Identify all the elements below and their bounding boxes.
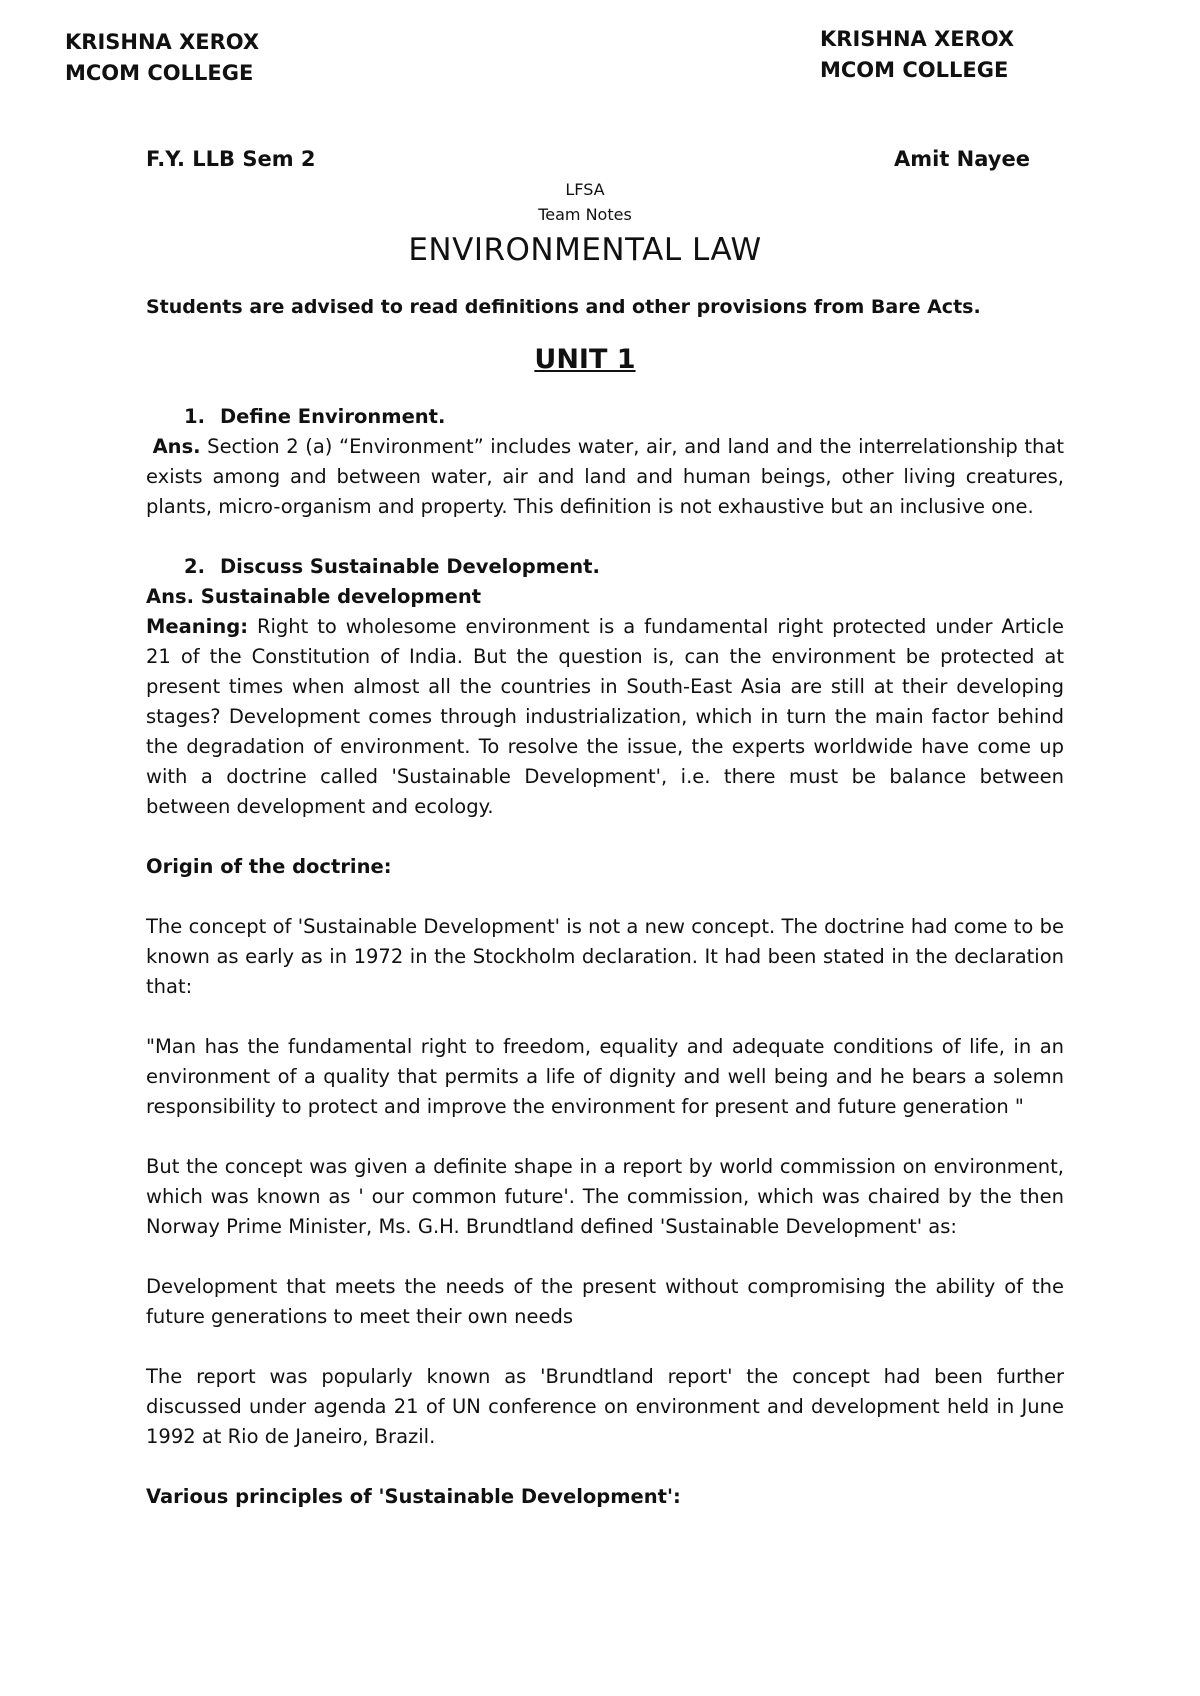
header-left-line1: KRISHNA XEROX [65, 30, 260, 54]
advice-note: Students are advised to read definitions and other provisions from Bare Acts. [146, 296, 981, 318]
meaning-label: Meaning: [146, 615, 248, 638]
course-label: F.Y. LLB Sem 2 [146, 147, 316, 171]
origin-heading: Origin of the doctrine: [146, 855, 392, 878]
unit-heading: UNIT 1 [534, 344, 636, 375]
question-2 [146, 552, 1064, 582]
answer-1-text: Section 2 (a) “Environment” includes water, air, and land and the interrelationship that exists among and between water, air and land and human beings, other living creatures, plants, micro-organism and property. This definition is not exhaustive but an inclusive one. [146, 435, 1064, 518]
answer-2-heading: Ans. Sustainable development [146, 585, 482, 608]
header-right-line2: MCOM COLLEGE [820, 58, 1009, 82]
principles-heading: Various principles of 'Sustainable Development': [146, 1485, 681, 1508]
question-1-number: 1. [184, 405, 205, 428]
stockholm-quote: "Man has the fundamental right to freedom, equality and adequate conditions of life, in an environment of a quality that permits a life of dignity and well being and he bears a solemn responsibility to protect and improve the environment for present and future generation " [146, 1035, 1064, 1118]
answer-1 [146, 432, 1064, 522]
header-stamp-left [65, 27, 259, 89]
org-label: LFSA [565, 180, 605, 199]
header-stamp-right [820, 24, 1014, 86]
document-body [146, 402, 1064, 1512]
origin-paragraph-3: The report was popularly known as 'Brundtland report' the concept had been further discussed under agenda 21 of UN conference on environment and development held in June 1992 at Rio de Janeiro, Brazil. [146, 1365, 1064, 1448]
answer-1-label: Ans. [152, 435, 201, 458]
header-right-line1: KRISHNA XEROX [820, 27, 1015, 51]
brundtland-definition: Development that meets the needs of the present without compromising the ability of the future generations to meet their own needs [146, 1275, 1064, 1328]
header-left-line2: MCOM COLLEGE [65, 61, 254, 85]
subtitle-label: Team Notes [538, 205, 632, 224]
question-1-text: Define Environment. [220, 405, 446, 428]
origin-paragraph-2: But the concept was given a definite shape in a report by world commission on environment, which was known as ' our common future'. The commission, which was chaired by the then Norway Prime Minister, Ms. G.H. Brundtland defined 'Sustainable Development' as: [146, 1155, 1064, 1238]
page-title: ENVIRONMENTAL LAW [408, 232, 762, 268]
meaning-paragraph [146, 612, 1064, 822]
question-2-text: Discuss Sustainable Development. [220, 555, 600, 578]
origin-paragraph-1: The concept of 'Sustainable Development' is not a new concept. The doctrine had come to be known as early as in 1972 in the Stockholm declaration. It had been stated in the declaration that: [146, 915, 1064, 998]
question-2-number: 2. [184, 555, 205, 578]
question-1 [146, 402, 1064, 432]
meaning-text: Right to wholesome environment is a fundamental right protected under Article 21 of the Constitution of India. But the question is, can the environment be protected at present times when almost all the countries in South-East Asia are still at their developing stages? Development comes through industrialization, which in turn the main factor behind the degradation of environment. To resolve the issue, the experts worldwide have come up with a doctrine called 'Sustainable Development', i.e. there must be balance between between development and ecology. [146, 615, 1064, 818]
author-name: Amit Nayee [894, 147, 1030, 171]
